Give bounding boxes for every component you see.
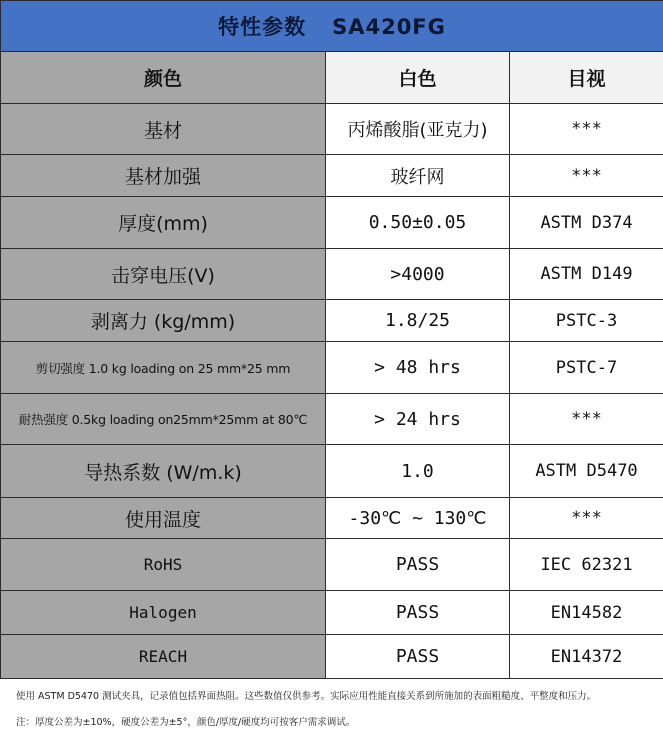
row-label: 使用温度 [1,498,326,539]
row-label: 剪切强度 1.0 kg loading on 25 mm*25 mm [1,342,326,394]
row-standard: *** [510,394,663,445]
row-label: 基材加强 [1,155,326,197]
row-standard: EN14372 [510,635,663,679]
table-row [1,342,663,394]
table-row [1,591,663,635]
row-standard: *** [510,498,663,539]
table-row [1,249,663,300]
row-value: 丙烯酸脂(亚克力) [326,104,510,155]
row-label: 剥离力 (kg/mm) [1,300,326,342]
table-row [1,197,663,249]
footnote-measurement: 使用 ASTM D5470 测试夹具，记录值包括界面热阻。这些数值仅供参考。实际应用性能直接关系到所施加的表面粗糙度、平整度和压力。 [16,691,597,702]
row-label: 击穿电压(V) [1,249,326,300]
row-value: >4000 [326,249,510,300]
row-value: > 48 hrs [326,342,510,394]
table-row [1,539,663,591]
row-label: 厚度(mm) [1,197,326,249]
row-value: > 24 hrs [326,394,510,445]
row-value: PASS [326,635,510,679]
row-value: PASS [326,591,510,635]
footnote-tolerance: 注：厚度公差为±10%，硬度公差为±5°，颜色/厚度/硬度均可按客户需求调试。 [16,717,356,728]
header-value: 白色 [326,52,510,104]
title-name: 特性参数 [218,15,307,39]
table-row [1,155,663,197]
row-standard: EN14582 [510,591,663,635]
row-standard: IEC 62321 [510,539,663,591]
table-row [1,394,663,445]
row-standard: *** [510,155,663,197]
table-title [1,1,663,52]
row-label: 耐热强度 0.5kg loading on25mm*25mm at 80℃ [1,394,326,445]
header-label: 颜色 [1,52,326,104]
row-value: -30℃ ~ 130℃ [326,498,510,539]
table-row [1,104,663,155]
row-standard: ASTM D149 [510,249,663,300]
row-standard: ASTM D5470 [510,445,663,498]
header-row [1,52,663,104]
table-row [1,498,663,539]
row-label: 导热系数 (W/m.k) [1,445,326,498]
row-value: 1.0 [326,445,510,498]
table-row [1,300,663,342]
row-standard: ASTM D374 [510,197,663,249]
header-standard: 目视 [510,52,663,104]
row-value: 0.50±0.05 [326,197,510,249]
row-label: RoHS [1,539,326,591]
row-value: 玻纤网 [326,155,510,197]
row-label: REACH [1,635,326,679]
row-label: Halogen [1,591,326,635]
table-row [1,445,663,498]
row-value: PASS [326,539,510,591]
row-label: 基材 [1,104,326,155]
row-standard: PSTC-7 [510,342,663,394]
row-standard: PSTC-3 [510,300,663,342]
title-model: SA420FG [332,15,446,39]
table-row [1,635,663,679]
title-row [1,1,663,52]
row-value: 1.8/25 [326,300,510,342]
row-standard: *** [510,104,663,155]
